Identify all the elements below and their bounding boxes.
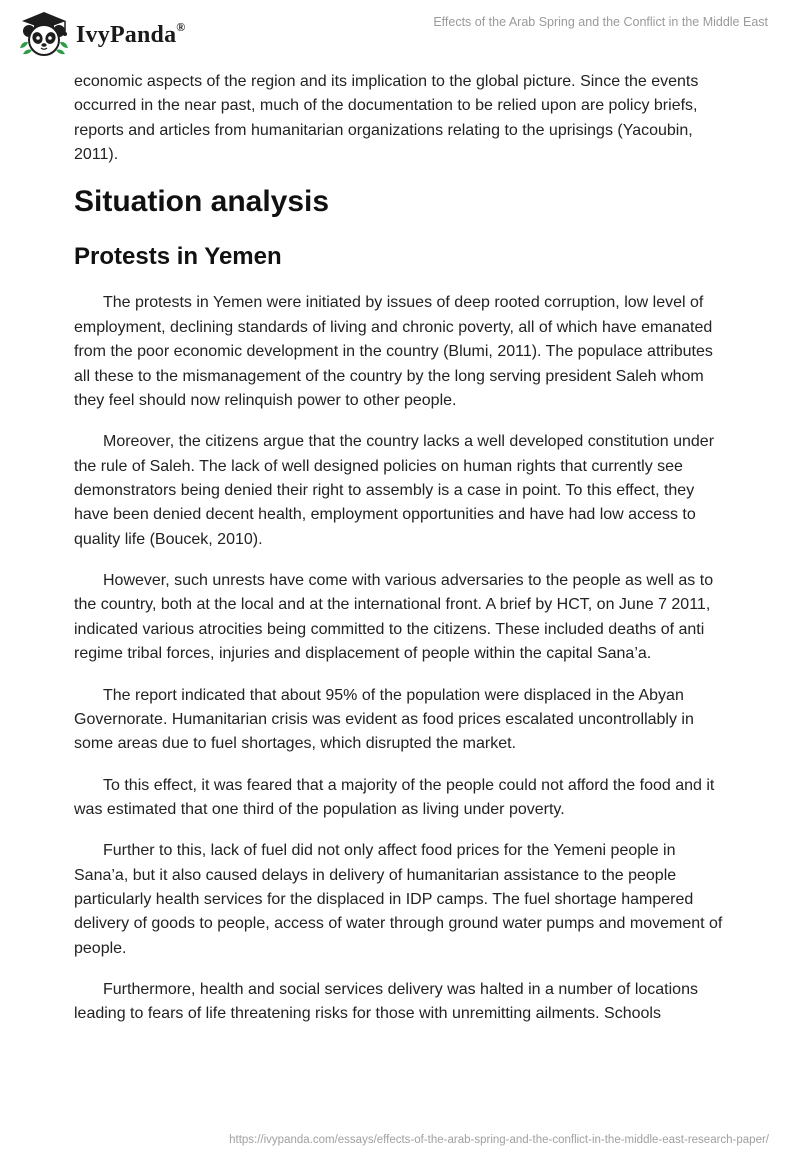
essay-body [74,70,726,1044]
document-title: Effects of the Arab Spring and the Conflict in the Middle East [433,15,768,29]
registered-mark: ® [176,19,186,34]
body-paragraph: Furthermore, health and social services delivery was halted in a number of locations leading to fears of life threatening risks for those with unremitting ailments. Schools [74,980,698,1023]
body-paragraph: To this effect, it was feared that a majority of the people could not afford the food and it was estimated that one third of the population as living under poverty. [74,776,715,818]
section-heading: Situation analysis [74,185,330,219]
subsection-heading: Protests in Yemen [74,243,282,271]
source-url-link[interactable]: https://ivypanda.com/essays/effects-of-the-arab-spring-and-the-conflict-in-the-middle-east-research-paper/ [229,1134,769,1146]
brand-name: IvyPanda® [76,19,186,48]
body-paragraph: Further to this, lack of fuel did not only affect food prices for the Yemeni people in Sana’a, but it also caused delays in delivery of humanitarian assistance to the people particularly health services for the displaced in IDP camps. The fuel shortage hampered delivery of goods to people, access of water through ground water pumps and movement of people. [74,842,723,957]
ivypanda-logo[interactable] [16,8,246,58]
body-paragraph: Moreover, the citizens argue that the country lacks a well developed constitution under the rule of Saleh. The lack of well designed policies on human rights that currently see demonstrators being denied their right to assembly is a case in point. To this effect, they have been denied decent health, employment opportunities and have had low access to quality life (Boucek, 2010). [74,433,715,548]
body-paragraph: However, such unrests have come with various adversaries to the people as well as to the country, both at the local and at the international front. A brief by HCT, on June 7 2011, indicated various atrocities being committed to the citizens. These included deaths of anti regime tribal forces, injuries and displacement of people within the capital Sana’a. [74,572,714,663]
body-paragraph: The report indicated that about 95% of the population were displaced in the Abyan Governorate. Humanitarian crisis was evident as food prices escalated uncontrollably in some areas due to fuel shortages, which disrupted the market. [74,686,694,753]
body-paragraph: The protests in Yemen were initiated by issues of deep rooted corruption, low level of employment, declining standards of living and chronic poverty, all of which have emanated from the poor economic development in the country (Blumi, 2011). The populace attributes all these to the mismanagement of the country by the long serving president Saleh whom they feel should now relinquish power to other people. [74,294,713,410]
intro-paragraph: economic aspects of the region and its implication to the global picture. Since the events occurred in the near past, much of the documentation to be relied upon are policy briefs, reports and articles from humanitarian organizations relating to the uprisings (Yacoubin, 2011). [74,73,699,164]
panda-graduate-icon [16,8,72,58]
page-header [0,0,800,70]
